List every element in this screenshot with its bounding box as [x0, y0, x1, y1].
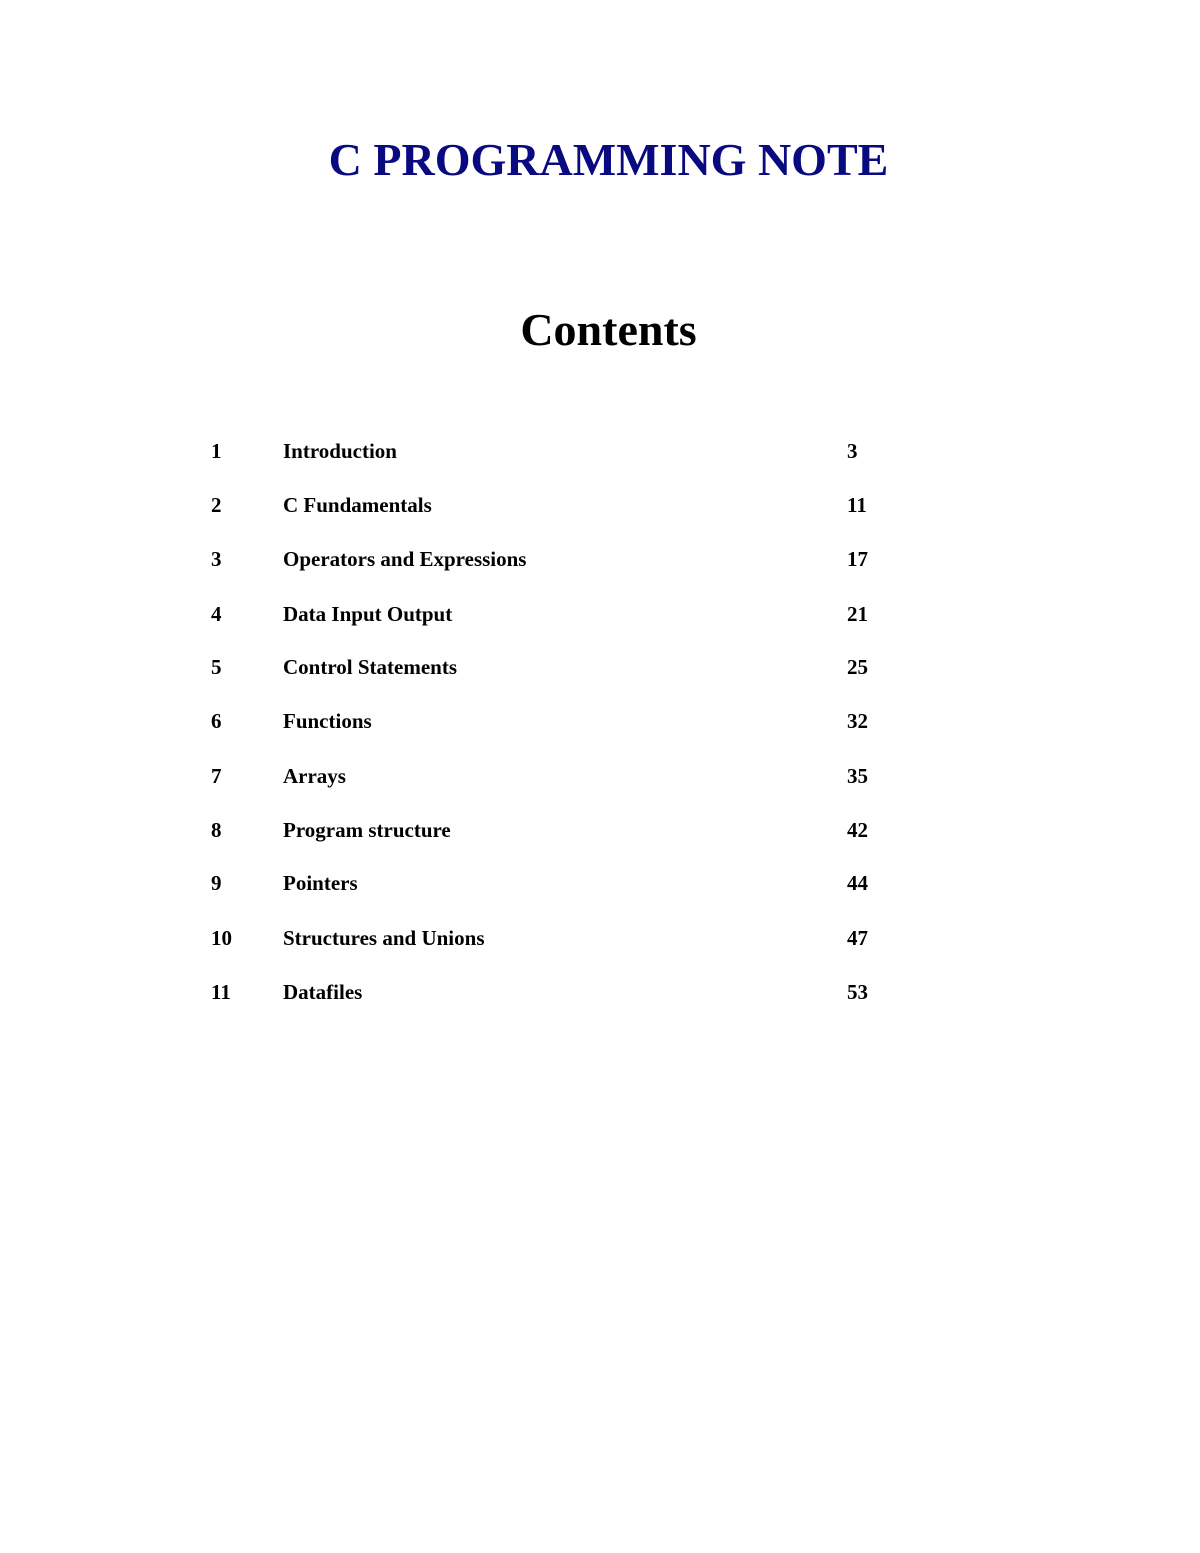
document-title: C PROGRAMMING NOTE	[328, 134, 889, 185]
toc-page-number: 17	[847, 547, 868, 571]
toc-row	[0, 486, 1200, 524]
toc-chapter-title: Functions	[283, 709, 372, 733]
toc-page-number: 35	[847, 764, 868, 788]
toc-chapter-title: C Fundamentals	[283, 493, 432, 517]
toc-chapter-number: 8	[211, 818, 222, 842]
toc-chapter-title: Data Input Output	[283, 602, 453, 626]
toc-page-number: 11	[847, 493, 867, 517]
toc-chapter-number: 7	[211, 764, 222, 788]
toc-chapter-title: Control Statements	[283, 655, 458, 679]
toc-page-number: 44	[847, 871, 868, 895]
toc-row	[0, 648, 1200, 686]
toc-row	[0, 973, 1200, 1011]
toc-chapter-title: Datafiles	[283, 980, 363, 1004]
toc-chapter-title: Structures and Unions	[283, 926, 485, 950]
toc-chapter-number: 1	[211, 439, 222, 463]
toc-row	[0, 540, 1200, 578]
toc-page-number: 25	[847, 655, 868, 679]
toc-page-number: 47	[847, 926, 868, 950]
toc-row	[0, 432, 1200, 470]
toc-row	[0, 757, 1200, 795]
toc-chapter-title: Arrays	[283, 764, 346, 788]
toc-page-number: 42	[847, 818, 868, 842]
toc-row	[0, 811, 1200, 849]
toc-chapter-title: Pointers	[283, 871, 358, 895]
toc-chapter-title: Introduction	[283, 439, 397, 463]
contents-heading: Contents	[520, 304, 697, 355]
toc-chapter-number: 2	[211, 493, 222, 517]
toc-row	[0, 864, 1200, 902]
toc-row	[0, 919, 1200, 957]
toc-page-number: 3	[847, 439, 858, 463]
toc-page-number: 21	[847, 602, 868, 626]
toc-chapter-number: 9	[211, 871, 222, 895]
toc-row	[0, 595, 1200, 633]
toc-chapter-number: 5	[211, 655, 222, 679]
toc-chapter-number: 11	[211, 980, 231, 1004]
toc-page-number: 32	[847, 709, 868, 733]
toc-page-number: 53	[847, 980, 868, 1004]
toc-chapter-title: Program structure	[283, 818, 451, 842]
toc-chapter-title: Operators and Expressions	[283, 547, 527, 571]
toc-row	[0, 702, 1200, 740]
toc-chapter-number: 6	[211, 709, 222, 733]
toc-chapter-number: 4	[211, 602, 222, 626]
toc-chapter-number: 10	[211, 926, 232, 950]
toc-chapter-number: 3	[211, 547, 222, 571]
